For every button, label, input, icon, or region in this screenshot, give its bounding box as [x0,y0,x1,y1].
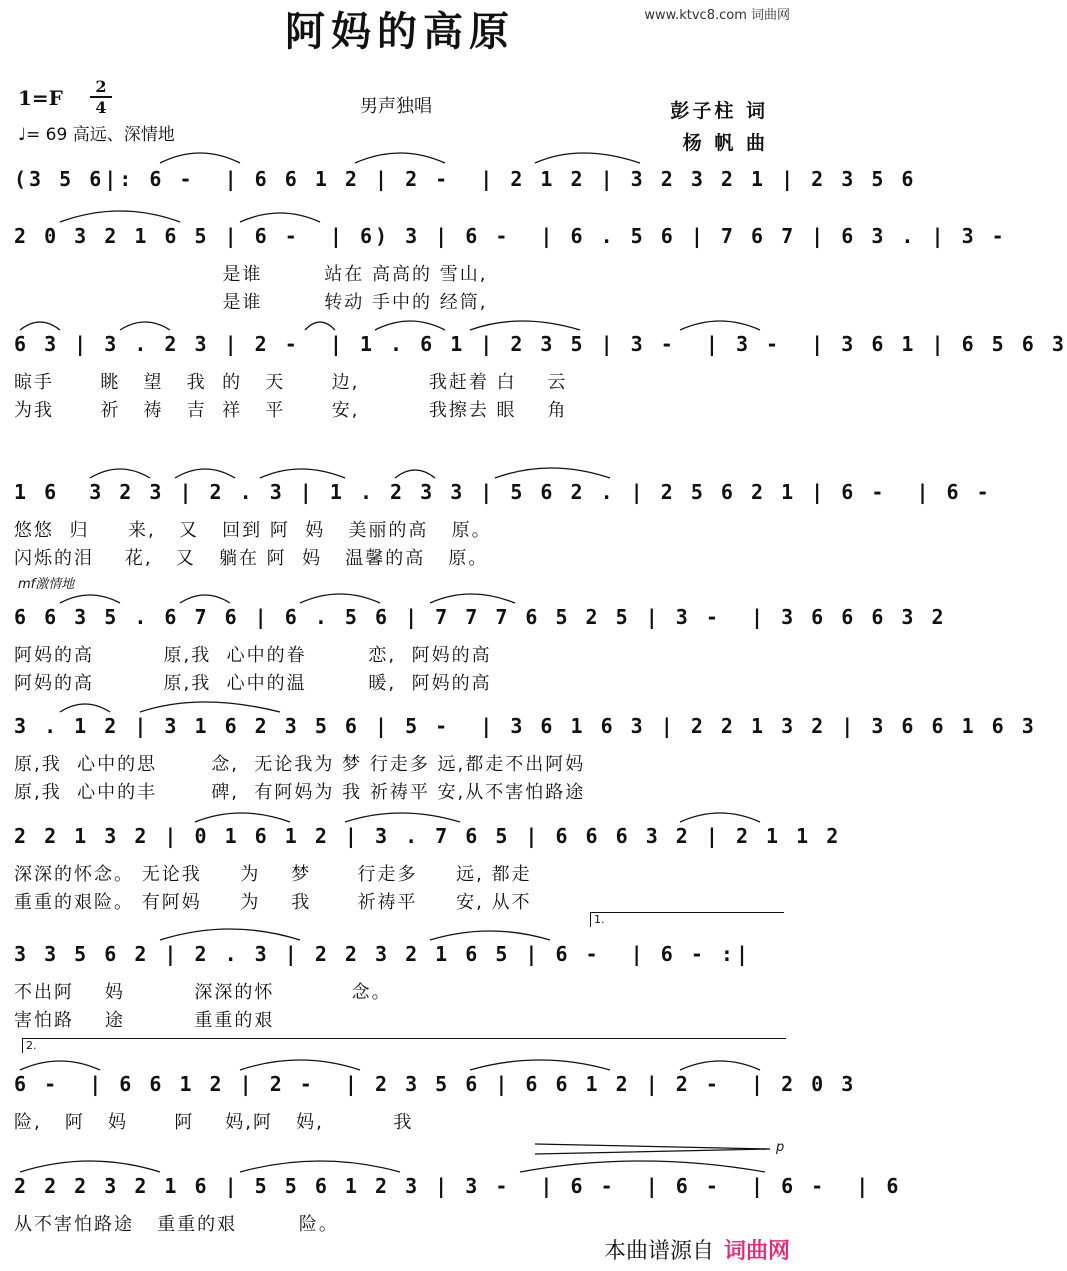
second-ending-bracket: 2. [22,1038,786,1053]
slur-marks [0,143,800,165]
notation-line: 6 - | 6 6 1 2 | 2 - | 2 3 5 6 | 6 6 1 2 | 2 - | 2 0 3 [14,1072,857,1096]
first-ending-bracket: 1. [590,912,784,927]
lyric-verse-1: 原,我 心中的思 念, 无论我为 梦 行走多 远,都走不出阿妈 [14,754,586,775]
lyric-verse-2: 原,我 心中的丰 碑, 有阿妈为 我 祈祷平 安,从不害怕路途 [14,782,586,803]
slur-marks [0,690,800,712]
slur-marks [0,308,800,330]
footer-text: 本曲谱源自 [603,1239,714,1264]
slur-marks [0,918,800,940]
lyric-verse-1: 不出阿 妈 深深的怀 念。 [14,982,392,1003]
lyric-verse-2: 阿妈的高 原,我 心中的温 暖, 阿妈的高 [14,673,492,694]
voice-type: 男声独唱 [360,96,432,117]
composer-credit: 杨 帆 曲 [682,132,768,154]
notation-line: 6 6 3 5 . 6 7 6 | 6 . 5 6 | 7 7 7 6 5 2 5 | 3 - | 3 6 6 6 3 2 [14,605,947,629]
notation-line: 1 6 3 2 3 | 2 . 3 | 1 . 2 3 3 | 5 6 2 . | 2 5 6 2 1 | 6 - | 6 - [14,480,992,504]
slur-marks [0,200,800,222]
notation-line: 2 2 1 3 2 | 0 1 6 1 2 | 3 . 7 6 5 | 6 6 6 3 2 | 2 1 1 2 [14,824,842,848]
dynamic-piano: p [776,1140,785,1155]
footer-source [604,1234,790,1265]
watermark: www.ktvc8.com 词曲网 [644,8,790,23]
lyric-verse-1: 晾手 眺 望 我 的 天 边, 我赶着 白 云 [14,372,568,393]
slur-marks [0,1150,800,1172]
slur-marks [0,1048,800,1070]
time-signature-top: 2 [95,77,107,96]
lyric-verse-2: 害怕路 途 重重的艰 [14,1010,275,1031]
notation-line: 2 2 2 3 2 1 6 | 5 5 6 1 2 3 | 3 - | 6 - | 6 - | 6 - | 6 [14,1174,902,1198]
notation-line: 2 0 3 2 1 6 5 | 6 - | 6) 3 | 6 - | 6 . 5 6 | 7 6 7 | 6 3 . | 3 - [14,224,1007,248]
slur-marks [0,456,800,478]
slur-marks [0,581,800,603]
notation-line: 3 3 5 6 2 | 2 . 3 | 2 2 3 2 1 6 5 | 6 - | 6 - :| [14,942,752,966]
lyricist-credit: 彭子柱 词 [670,100,768,122]
footer-brand: 词曲网 [723,1239,790,1264]
time-signature [90,78,112,116]
notation-line: 3 . 1 2 | 3 1 6 2 3 5 6 | 5 - | 3 6 1 6 3 | 2 2 1 3 2 | 3 6 6 1 6 3 [14,714,1037,738]
lyric-verse-1: 从不害怕路途 重重的艰 险。 [14,1214,339,1235]
notation-line: (3 5 6|: 6 - | 6 6 1 2 | 2 - | 2 1 2 | 3 2 3 2 1 | 2 3 5 6 [14,167,917,191]
time-signature-bottom: 4 [95,98,107,117]
page-title: 阿妈的高原 [285,9,515,55]
lyric-verse-1: 阿妈的高 原,我 心中的眷 恋, 阿妈的高 [14,645,492,666]
key-signature: 1=F [18,86,63,110]
lyric-verse-1: 深深的怀念。 无论我 为 梦 行走多 远, 都走 [14,864,532,885]
slur-marks [0,800,800,822]
lyric-verse-2: 为我 祈 祷 吉 祥 平 安, 我擦去 眼 角 [14,400,568,421]
expression-marking: mf激情地 [18,577,75,592]
lyric-verse-2: 重重的艰险。 有阿妈 为 我 祈祷平 安, 从不 [14,892,532,913]
lyric-verse-2: 闪烁的泪 花, 又 躺在 阿 妈 温馨的高 原。 [14,548,489,569]
lyric-verse-1: 悠悠 归 来, 又 回到 阿 妈 美丽的高 原。 [14,520,492,541]
lyric-verse-2: 是谁 转动 手中的 经筒, [14,292,488,313]
lyric-verse-1: 险, 阿 妈 阿 妈,阿 妈, 我 [14,1112,414,1133]
notation-line: 6 3 | 3 . 2 3 | 2 - | 1 . 6 1 | 2 3 5 | 3 - | 3 - | 3 6 1 | 6 5 6 3 [14,332,1067,356]
lyric-verse-1: 是谁 站在 高高的 雪山, [14,264,488,285]
tempo-marking: ♩= 69 高远、深情地 [18,125,175,145]
